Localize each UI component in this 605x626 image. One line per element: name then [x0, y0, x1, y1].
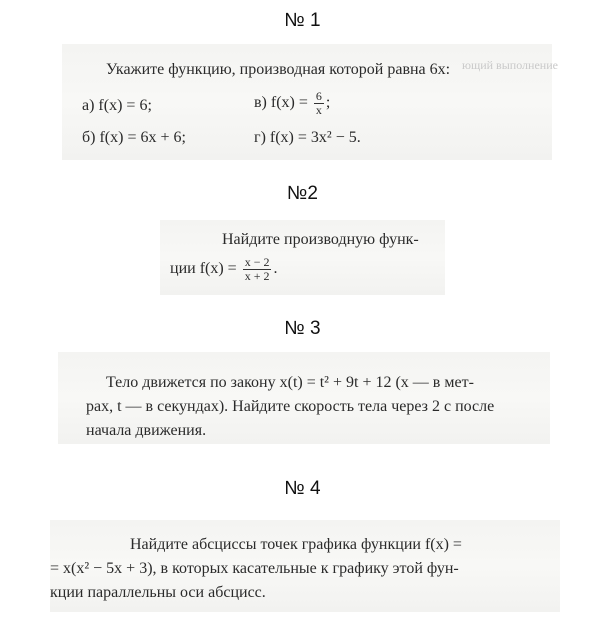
- option-v-denominator: x: [315, 103, 322, 117]
- task-1-option-b: б) f(x) = 6x + 6;: [82, 129, 186, 146]
- task-1-prompt: Укажите функцию, производная которой равна 6x:: [106, 61, 451, 78]
- task-1-option-v: в) f(x) = $\frac{6}{x}$ ;: [254, 89, 331, 117]
- task-3-heading: № 3: [284, 318, 321, 339]
- task-3-line-2: рах, t — в секундах). Найдите скорость тела через 2 с после: [86, 398, 495, 415]
- task-2-numerator: x − 2: [244, 255, 270, 269]
- task-2-line-2: ции f(x) = $\frac{x - 2}{x + 2}$ .: [170, 255, 278, 283]
- task-4-line-3: кции параллельны оси абсцисс.: [50, 584, 266, 601]
- task-2-line-1: Найдите производную функ-: [222, 231, 419, 248]
- task-2-denominator: x + 2: [244, 269, 270, 283]
- task-4-line-2: = x(x² − 5x + 3), в которых касательные к графику этой фун-: [50, 560, 459, 577]
- task-4-line-1: Найдите абсциссы точек графика функции f(x) =: [130, 536, 462, 553]
- task-3-line-1: Тело движется по закону x(t) = t² + 9t + 12 (x — в мет-: [106, 374, 474, 391]
- task-1-option-a: а) f(x) = 6;: [82, 97, 152, 114]
- task-4-heading: № 4: [284, 478, 321, 499]
- task-3-scan: [58, 352, 550, 444]
- task-2-heading: №2: [287, 183, 318, 204]
- task-3-line-3: начала движения.: [86, 422, 207, 439]
- task-4-scan: [50, 520, 560, 612]
- bleed-through: ющий выполнение: [462, 58, 558, 72]
- task-1-scan: [62, 44, 558, 160]
- task-1-heading: № 1: [284, 10, 321, 31]
- task-1-option-g: г) f(x) = 3x² − 5.: [254, 129, 361, 146]
- option-v-numerator: 6: [315, 89, 322, 103]
- task-2-scan: [160, 220, 445, 295]
